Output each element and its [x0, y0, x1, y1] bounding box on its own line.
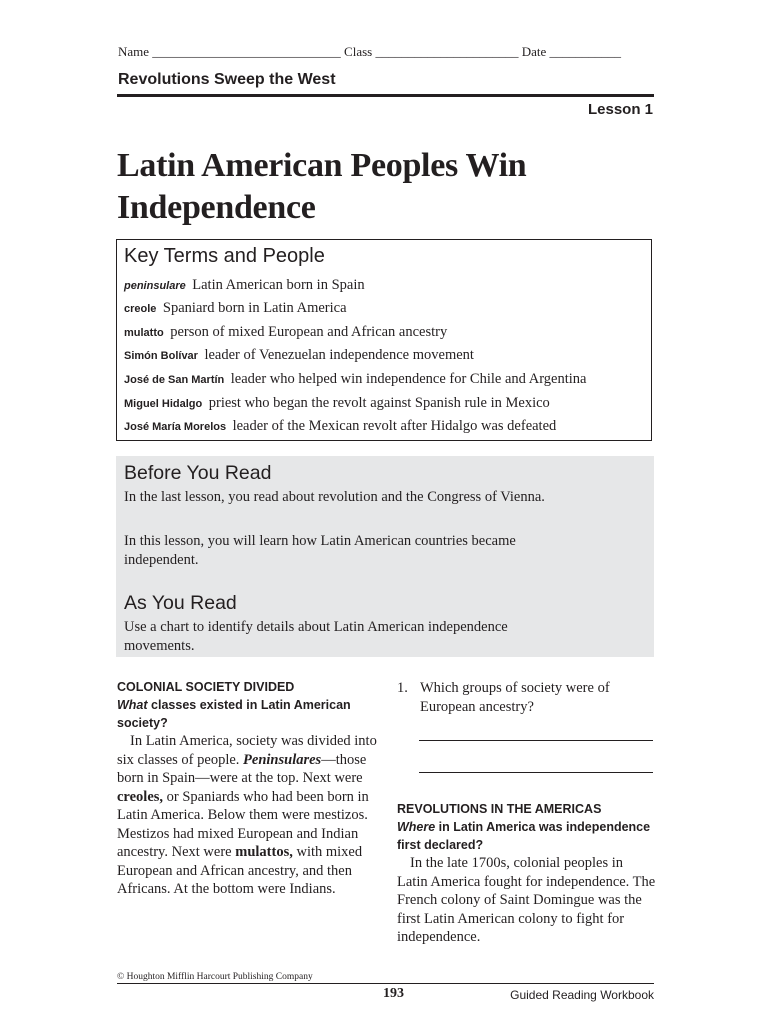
key-term-row [124, 418, 556, 435]
section-question [117, 696, 377, 732]
key-term-definition: Spaniard born in Latin America [162, 300, 347, 316]
question-lead: Where [397, 820, 436, 834]
before-you-read-heading: Before You Read [124, 462, 272, 484]
key-term-peninsulares: Peninsulares [243, 751, 322, 768]
section-title: REVOLUTIONS IN THE AMERICAS [397, 802, 602, 816]
section-title: COLONIAL SOCIETY DIVIDED [117, 680, 295, 694]
key-term-row [124, 395, 550, 412]
lesson-label: Lesson 1 [587, 101, 653, 118]
copyright: © Houghton Mifflin Harcourt Publishing Company [117, 972, 313, 982]
as-you-read-heading: As You Read [124, 592, 237, 614]
key-term-row [124, 347, 474, 364]
body-text: with mixed European and African ancestry, and then Africans. At the bottom were Indians. [117, 844, 363, 897]
key-term-row [124, 371, 586, 388]
key-term: José de San Martín [124, 374, 225, 386]
key-term: Miguel Hidalgo [124, 398, 203, 410]
key-term-mulattos: mulattos, [235, 844, 293, 860]
body-text: —those born in Spain—were at the top. Next were [117, 751, 367, 786]
key-term-row [124, 324, 447, 341]
section-body [117, 732, 377, 899]
key-term-definition: Latin American born in Spain [192, 277, 365, 293]
question-rest: classes existed in Latin American society? [117, 698, 351, 730]
colonial-society-section [117, 678, 377, 899]
question-rest: in Latin America was independence first declared? [397, 820, 651, 852]
key-term: Simón Bolívar [124, 350, 198, 362]
key-term-definition: leader of the Mexican revolt after Hidalgo was defeated [232, 418, 557, 434]
question-lead: What [117, 698, 148, 712]
revolutions-section [397, 800, 657, 947]
footer-rule [117, 983, 654, 984]
key-term-definition: leader who helped win independence for Chile and Argentina [230, 371, 587, 387]
key-term-definition: person of mixed European and African ancestry [170, 324, 448, 340]
section-question [397, 818, 657, 854]
answer-line[interactable] [419, 772, 653, 773]
key-term-definition: priest who began the revolt against Spanish rule in Mexico [208, 395, 550, 411]
answer-line[interactable] [419, 740, 653, 741]
page-number: 193 [383, 986, 404, 1001]
unit-title: Revolutions Sweep the West [118, 71, 336, 88]
key-term-row [124, 300, 347, 317]
key-term-definition: leader of Venezuelan independence movement [204, 347, 474, 363]
before-you-read-text: In the last lesson, you read about revolution and the Congress of Vienna. [124, 489, 545, 505]
key-term: José María Morelos [124, 421, 227, 433]
key-term: creole [124, 303, 157, 315]
question-text: Which groups of society were of European ancestry? [420, 680, 610, 715]
header-rule [117, 94, 654, 97]
before-you-read-text: In this lesson, you will learn how Latin American countries became independent. [124, 533, 516, 568]
key-term-row [124, 277, 365, 294]
workbook-name: Guided Reading Workbook [510, 988, 654, 1002]
body-text: In Latin America, society was divided into six classes of people. [117, 733, 377, 768]
key-term: peninsulare [124, 280, 186, 292]
as-you-read-text: Use a chart to identify details about Latin American independence movements. [124, 619, 508, 654]
section-body: In the late 1700s, colonial peoples in Latin America fought for independence. The French colony of Saint Domingue was the first Latin American colony to fight for independence. [397, 855, 656, 945]
question-number: 1. [397, 680, 408, 696]
key-term-creoles: creoles, [117, 788, 164, 805]
student-info-line: Name _____________________________ Class ______________________ Date ___________ [118, 44, 622, 59]
key-terms-heading: Key Terms and People [124, 245, 325, 267]
lesson-title: Latin American Peoples Win Independence [117, 147, 527, 226]
body-text: or Spaniards who had been born in Latin America. Below them were mestizos. Mestizos had mixed European and Indian ancestry. Next were [117, 788, 369, 860]
key-term: mulatto [124, 327, 164, 339]
